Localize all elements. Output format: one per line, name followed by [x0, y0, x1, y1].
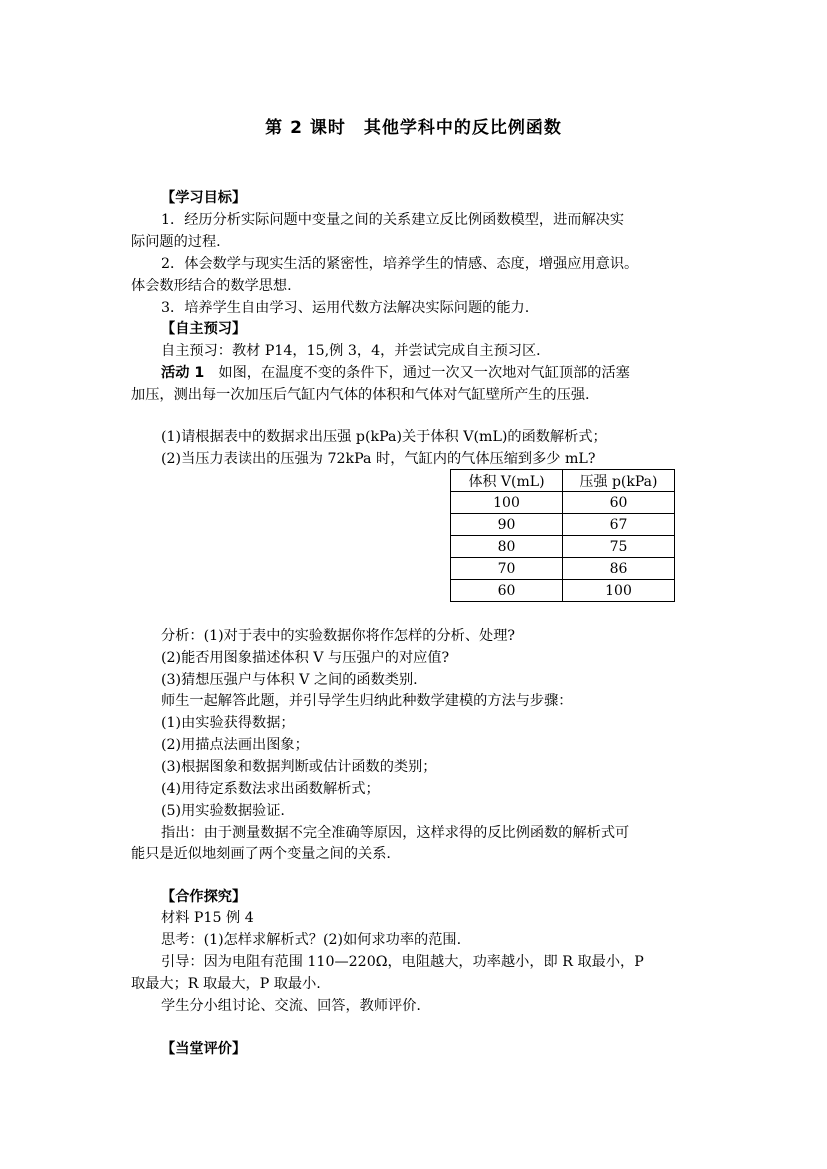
table-row [451, 536, 675, 558]
material-ref: 材料 P15 例 4 [161, 910, 254, 926]
table-header-row [451, 470, 675, 492]
table-cell: 80 [451, 536, 563, 558]
table-row [451, 580, 675, 602]
activity-1-line-a [161, 364, 630, 382]
page-title: 第 2 课时 其他学科中的反比例函数 [265, 118, 562, 138]
table-cell: 90 [451, 514, 563, 536]
analysis-3: (3)猜想压强户与体积 V 之间的函数类别. [161, 672, 418, 688]
guide-line-a: 引导：因为电阻有范围 110—220Ω，电阻越大，功率越小，即 R 取最小，P [161, 954, 644, 970]
table-cell: 60 [563, 492, 675, 514]
cooperation-heading: 【合作探究】 [161, 889, 247, 905]
evaluation-heading: 【当堂评价】 [161, 1041, 247, 1057]
table-cell: 100 [563, 580, 675, 602]
discussion-line: 学生分小组讨论、交流、回答，教师评价. [161, 998, 421, 1014]
analysis-1: 分析：(1)对于表中的实验数据你将作怎样的分析、处理? [161, 628, 516, 644]
step-4: (4)用待定系数法求出函数解析式； [161, 781, 380, 797]
objective-1-line-a: 1．经历分析实际问题中变量之间的关系建立反比例函数模型，进而解决实 [161, 212, 625, 228]
think-question: 思考：(1)怎样求解析式？(2)如何求功率的范围. [161, 932, 462, 948]
question-1: (1)请根据表中的数据求出压强 p(kPa)关于体积 V(mL)的函数解析式； [161, 429, 607, 445]
activity-label: 活动 1 [161, 365, 205, 381]
table-row [451, 492, 675, 514]
preview-heading: 【自主预习】 [161, 321, 247, 337]
table-header-pressure: 压强 p(kPa) [563, 470, 675, 492]
analysis-4: 师生一起解答此题，并引导学生归纳此种数学建模的方法与步骤： [161, 693, 573, 709]
objective-2-line-a: 2．体会数学与现实生活的紧密性，培养学生的情感、态度，增强应用意识。 [161, 256, 639, 272]
note-line-a: 指出：由于测量数据不完全准确等原因，这样求得的反比例函数的解析式可 [161, 825, 630, 841]
step-5: (5)用实验数据验证. [161, 803, 285, 819]
objective-3: 3．培养学生自由学习、运用代数方法解决实际问题的能力. [161, 300, 530, 316]
preview-text: 自主预习：教材 P14，15,例 3，4，并尝试完成自主预习区． [161, 343, 551, 359]
objective-1-line-b: 际问题的过程. [131, 234, 221, 250]
step-2: (2)用描点法画出图象； [161, 737, 309, 753]
table-row [451, 558, 675, 580]
table-cell: 100 [451, 492, 563, 514]
objectives-heading: 【学习目标】 [161, 190, 247, 206]
question-2: (2)当压力表读出的压强为 72kPa 时，气缸内的气体压缩到多少 mL? [161, 451, 596, 467]
table-cell: 75 [563, 536, 675, 558]
table-cell: 60 [451, 580, 563, 602]
volume-pressure-table [450, 469, 675, 602]
table-cell: 86 [563, 558, 675, 580]
note-line-b: 能只是近似地刻画了两个变量之间的关系. [131, 846, 391, 862]
table-cell: 70 [451, 558, 563, 580]
objective-2-line-b: 体会数形结合的数学思想. [131, 278, 292, 294]
table-cell: 67 [563, 514, 675, 536]
analysis-2: (2)能否用图象描述体积 V 与压强户的对应值? [161, 650, 450, 666]
step-3: (3)根据图象和数据判断或估计函数的类别； [161, 759, 437, 775]
step-1: (1)由实验获得数据； [161, 715, 295, 731]
activity-1-line-b: 加压，测出每一次加压后气缸内气体的体积和气体对气缸壁所产生的压强. [131, 387, 590, 403]
table-header-volume: 体积 V(mL) [451, 470, 563, 492]
table-row [451, 514, 675, 536]
guide-line-b: 取最大；R 取最大，P 取最小. [131, 976, 321, 992]
activity-text-a: 如图，在温度不变的条件下，通过一次又一次地对气缸顶部的活塞 [204, 365, 630, 381]
